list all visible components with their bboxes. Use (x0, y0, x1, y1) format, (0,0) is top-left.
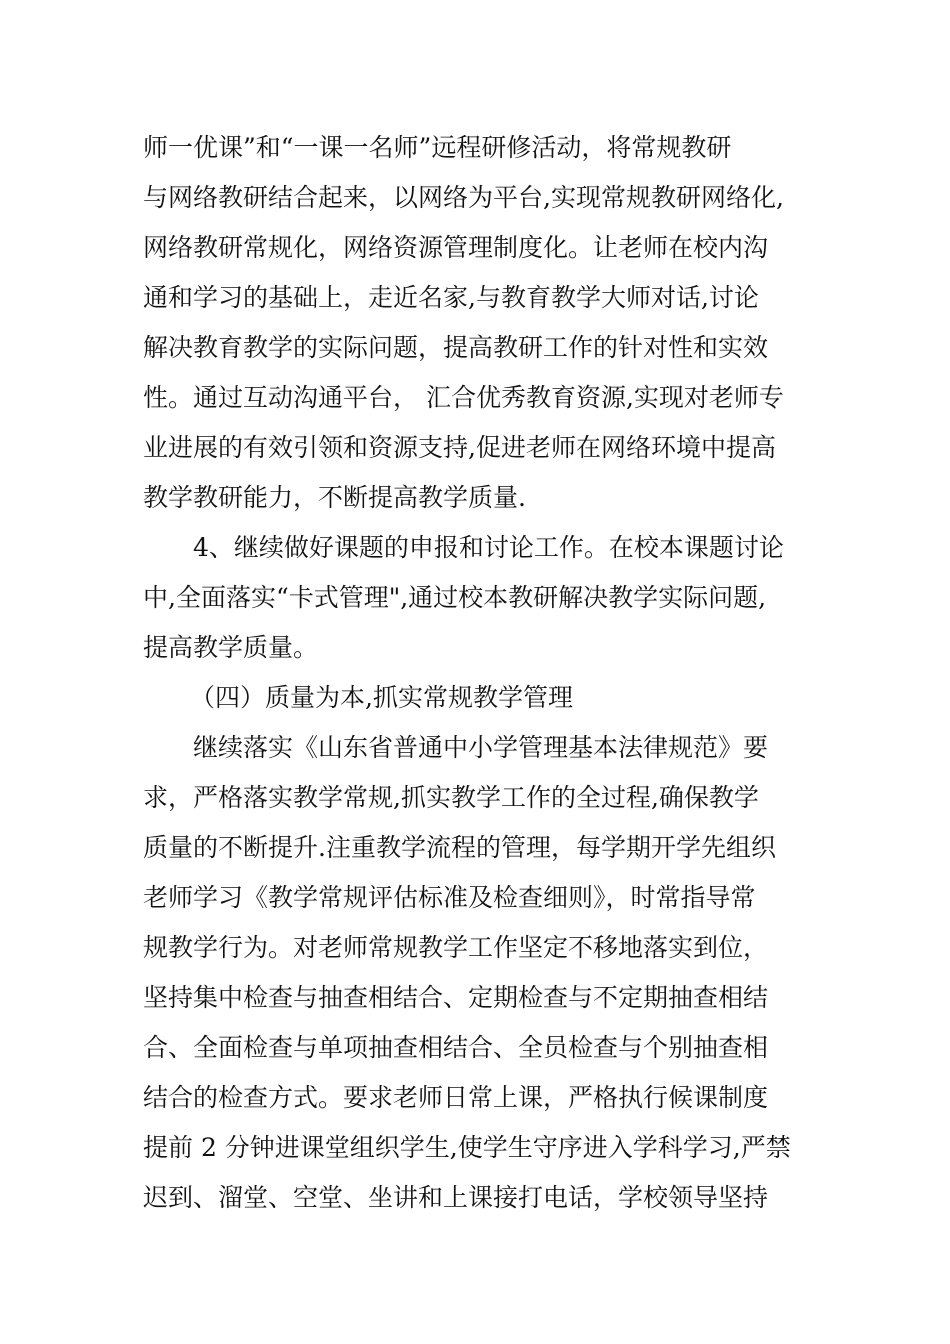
paragraph-line: 通和学习的基础上，走近名家,与教育教学大师对话,讨论 (143, 283, 759, 312)
paragraph-line: 中,全面落实“卡式管理",通过校本教研解决教学实际问题, (143, 583, 767, 612)
paragraph-line: 师一优课”和“一课一名师”远程研修活动，将常规教研 (143, 133, 732, 162)
paragraph-line: 合、全面检查与单项抽查相结合、全员检查与个别抽查相 (143, 1033, 769, 1062)
paragraph-line: 解决教育教学的实际问题，提高教研工作的针对性和实效 (143, 333, 769, 362)
paragraph-line: 提前 2 分钟进课堂组织学生,使学生守序进入学科学习,严禁 (143, 1133, 791, 1162)
paragraph-line: 规教学行为。对老师常规教学工作坚定不移地落实到位， (143, 933, 769, 962)
paragraph-line: 业进展的有效引领和资源支持,促进老师在网络环境中提高 (143, 433, 776, 462)
paragraph-line: 老师学习《教学常规评估标准及检查细则》，时常指导常 (143, 883, 756, 912)
paragraph-line: 继续落实《山东省普通中小学管理基本法律规范》要 (193, 733, 769, 762)
paragraph-line: 4、继续做好课题的申报和讨论工作。在校本课题讨论 (193, 533, 784, 562)
paragraph-line: 结合的检查方式。要求老师日常上课，严格执行候课制度 (143, 1083, 769, 1112)
paragraph-line: 与网络教研结合起来，以网络为平台,实现常规教研网络化, (143, 183, 784, 212)
section-heading: （四）质量为本,抓实常规教学管理 (190, 683, 573, 712)
paragraph-line: 提高教学质量。 (143, 633, 319, 662)
paragraph-line: 质量的不断提升.注重教学流程的管理，每学期开学先组织 (143, 833, 776, 862)
paragraph-line: 求，严格落实教学常规,抓实教学工作的全过程,确保教学 (143, 783, 759, 812)
paragraph-line: 迟到、溜堂、空堂、坐讲和上课接打电话，学校领导坚持 (143, 1183, 769, 1212)
paragraph-line: 坚持集中检查与抽查相结合、定期检查与不定期抽查相结 (143, 983, 769, 1012)
paragraph-line: 性。通过互动沟通平台， 汇合优秀教育资源,实现对老师专 (143, 383, 784, 412)
paragraph-line: 教学教研能力，不断提高教学质量. (143, 483, 526, 512)
paragraph-line: 网络教研常规化，网络资源管理制度化。让老师在校内沟 (143, 233, 769, 262)
